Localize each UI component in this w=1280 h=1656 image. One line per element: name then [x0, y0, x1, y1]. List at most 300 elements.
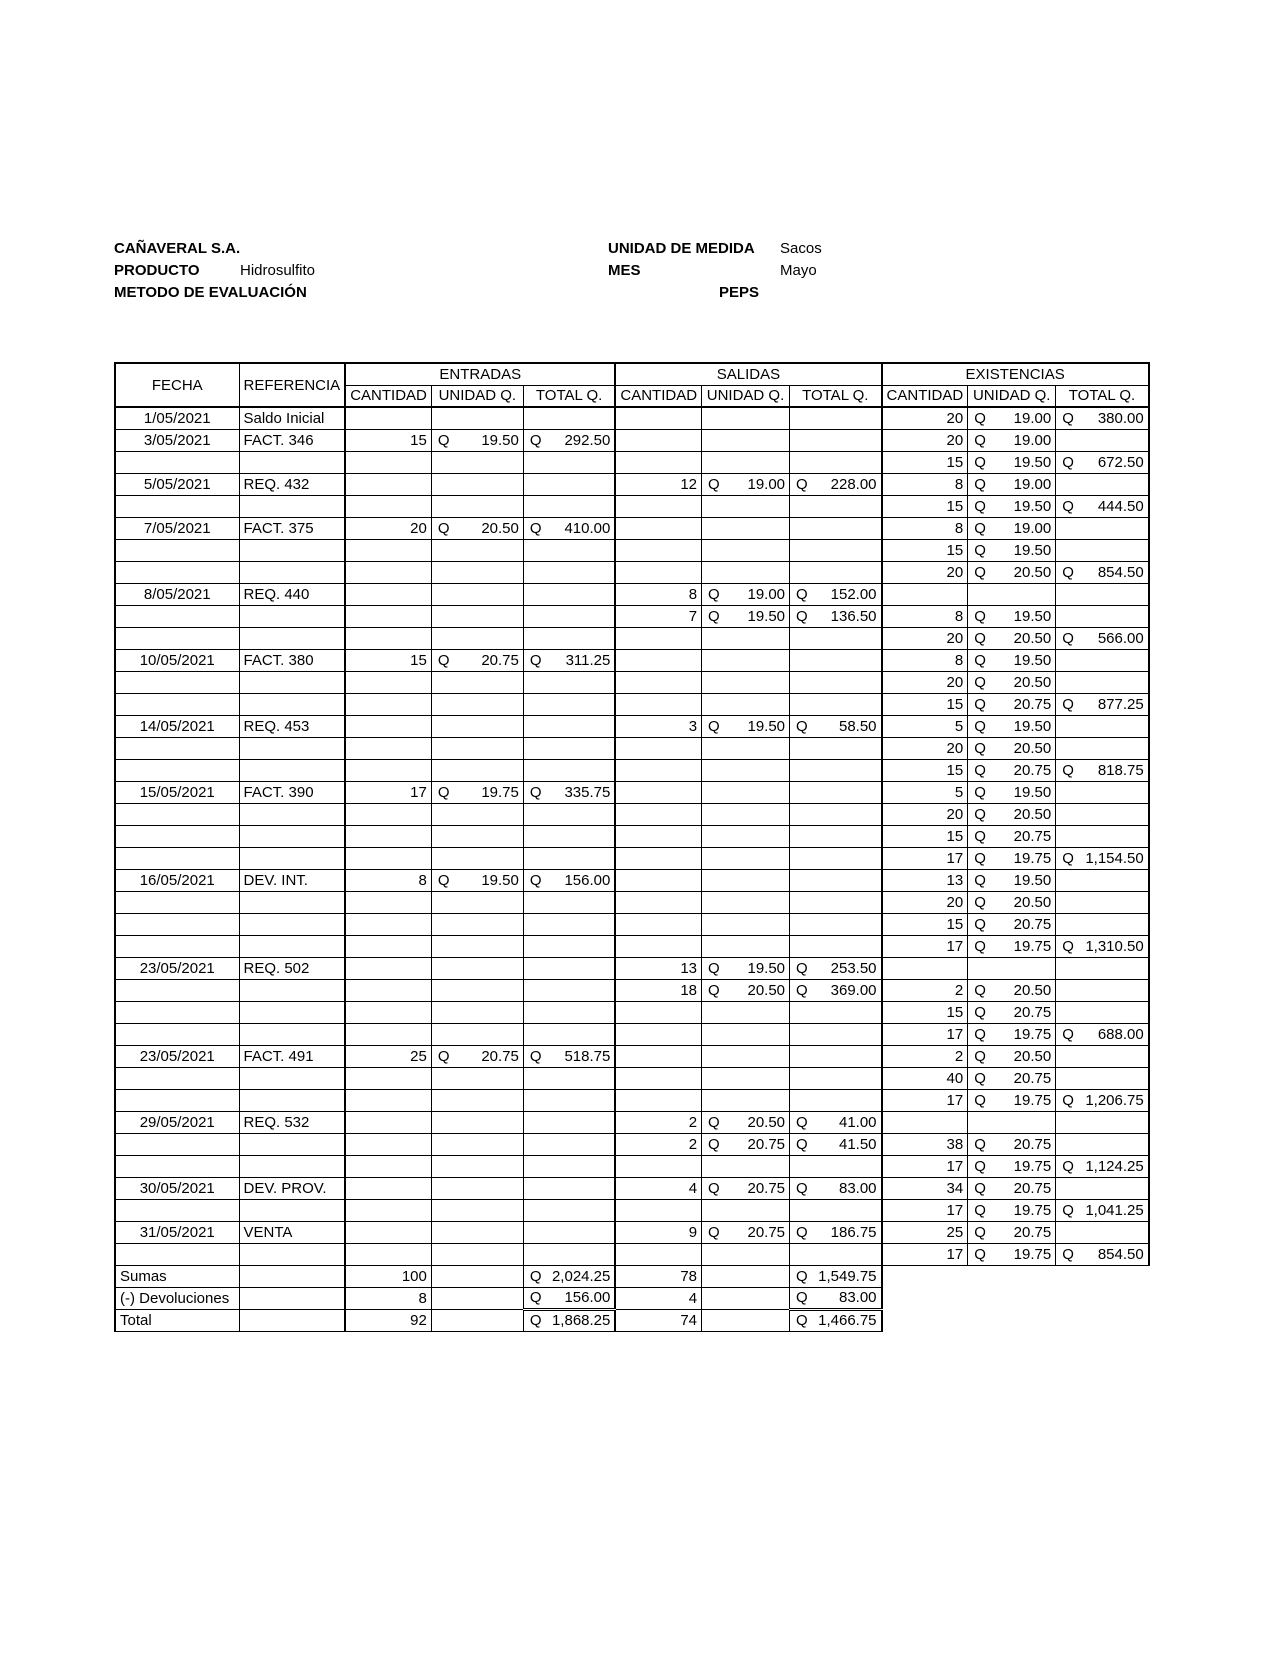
entradas-unidad-cell [431, 847, 523, 869]
amount-value: 152.00 [830, 585, 877, 603]
existencias-total-cell [1056, 429, 1149, 451]
salidas-cantidad-cell [615, 451, 701, 473]
salidas-cantidad-cell [615, 495, 701, 517]
salidas-total-cell [790, 693, 882, 715]
entradas-unidad-cell [431, 803, 523, 825]
existencias-unidad-cell [968, 1023, 1056, 1045]
table-row [115, 781, 1149, 803]
amount-value: 1,310.50 [1085, 937, 1144, 955]
existencias-total-cell [1056, 1243, 1149, 1265]
existencias-total-cell [1056, 737, 1149, 759]
amount-value: 854.50 [1097, 563, 1144, 581]
salidas-unidad-cell [702, 847, 790, 869]
currency-symbol: Q [974, 849, 986, 867]
sub-salidas-cantidad: CANTIDAD [615, 385, 701, 407]
amount-value: 444.50 [1097, 497, 1144, 515]
existencias-unidad-cell [968, 539, 1056, 561]
referencia-cell [239, 495, 345, 517]
amount-value: 20.50 [1013, 739, 1052, 757]
amount-value: 20.50 [1013, 805, 1052, 823]
currency-symbol: Q [974, 475, 986, 493]
salidas-unidad-cell [702, 869, 790, 891]
referencia-cell: FACT. 380 [239, 649, 345, 671]
fecha-cell [115, 1023, 239, 1045]
currency-symbol: Q [974, 1245, 986, 1263]
product-value: Hidrosulfito [240, 262, 316, 279]
referencia-cell [239, 759, 345, 781]
existencias-cantidad-cell: 17 [882, 1243, 968, 1265]
existencias-total-cell [1056, 495, 1149, 517]
entradas-unidad-cell [431, 605, 523, 627]
table-row [115, 715, 1149, 737]
currency-symbol: Q [974, 541, 986, 559]
existencias-unidad-cell [968, 891, 1056, 913]
table-row [115, 1089, 1149, 1111]
existencias-unidad-cell [968, 561, 1056, 583]
referencia-cell [239, 825, 345, 847]
entradas-total-cell [523, 1045, 615, 1067]
summary-body [115, 1265, 1149, 1331]
group-salidas: SALIDAS [615, 363, 881, 385]
amount-value: 19.50 [481, 871, 519, 889]
referencia-cell [239, 847, 345, 869]
empty-cell [431, 1309, 523, 1331]
existencias-total-cell [1056, 935, 1149, 957]
referencia-cell [239, 1133, 345, 1155]
amount-value: 20.50 [481, 519, 519, 537]
amount-value: 19.50 [481, 431, 519, 449]
existencias-cantidad-cell: 8 [882, 649, 968, 671]
unit-label: UNIDAD DE MEDIDA [608, 240, 755, 257]
entradas-cantidad-cell: 8 [345, 869, 431, 891]
existencias-cantidad-cell: 15 [882, 495, 968, 517]
salidas-unidad-cell [702, 429, 790, 451]
salidas-unidad-cell [702, 935, 790, 957]
existencias-total-cell [1056, 1001, 1149, 1023]
salidas-total-cell [790, 517, 882, 539]
existencias-cantidad-cell [882, 583, 968, 605]
currency-symbol: Q [1062, 1201, 1074, 1219]
currency-symbol: Q [1062, 695, 1074, 713]
entradas-unidad-cell [431, 979, 523, 1001]
summary-salidas-cantidad: 78 [615, 1265, 701, 1287]
entradas-unidad-cell [431, 693, 523, 715]
entradas-total-cell [523, 759, 615, 781]
table-row [115, 1243, 1149, 1265]
table-row [115, 1155, 1149, 1177]
fecha-cell [115, 825, 239, 847]
existencias-unidad-cell [968, 979, 1056, 1001]
salidas-cantidad-cell [615, 1023, 701, 1045]
table-row [115, 495, 1149, 517]
existencias-unidad-cell [968, 957, 1056, 979]
entradas-total-cell [523, 825, 615, 847]
existencias-cantidad-cell: 20 [882, 671, 968, 693]
salidas-cantidad-cell [615, 1001, 701, 1023]
existencias-total-cell [1056, 1133, 1149, 1155]
fecha-cell: 14/05/2021 [115, 715, 239, 737]
table-row [115, 649, 1149, 671]
existencias-cantidad-cell: 15 [882, 693, 968, 715]
fecha-cell: 23/05/2021 [115, 1045, 239, 1067]
referencia-cell [239, 1243, 345, 1265]
amount-value: 20.75 [1013, 1179, 1052, 1197]
salidas-cantidad-cell: 2 [615, 1133, 701, 1155]
amount-value: 20.75 [1013, 1223, 1052, 1241]
referencia-cell [239, 1089, 345, 1111]
group-entradas: ENTRADAS [345, 363, 615, 385]
fecha-cell [115, 693, 239, 715]
entradas-cantidad-cell [345, 1199, 431, 1221]
entradas-unidad-cell [431, 1001, 523, 1023]
currency-symbol: Q [974, 673, 986, 691]
entradas-cantidad-cell [345, 407, 431, 429]
sub-salidas-total: TOTAL Q. [790, 385, 882, 407]
entradas-total-cell [523, 407, 615, 429]
amount-value: 58.50 [838, 717, 877, 735]
salidas-total-cell [790, 583, 882, 605]
fecha-cell: 15/05/2021 [115, 781, 239, 803]
salidas-unidad-cell [702, 913, 790, 935]
salidas-unidad-cell [702, 957, 790, 979]
summary-entradas-cantidad: 92 [345, 1309, 431, 1331]
entradas-total-cell [523, 561, 615, 583]
amount-value: 20.75 [1013, 1069, 1052, 1087]
referencia-cell [239, 1199, 345, 1221]
existencias-cantidad-cell: 15 [882, 539, 968, 561]
entradas-total-cell [523, 1133, 615, 1155]
currency-symbol: Q [529, 1047, 542, 1065]
fecha-cell [115, 1089, 239, 1111]
existencias-unidad-cell [968, 1221, 1056, 1243]
entradas-cantidad-cell [345, 935, 431, 957]
existencias-cantidad-cell: 17 [882, 1199, 968, 1221]
amount-value: 20.75 [1013, 761, 1052, 779]
summary-row [115, 1287, 1149, 1309]
salidas-cantidad-cell: 2 [615, 1111, 701, 1133]
salidas-total-cell [790, 891, 882, 913]
entradas-unidad-cell [431, 869, 523, 891]
amount-value: 19.75 [1013, 849, 1052, 867]
entradas-total-cell [523, 891, 615, 913]
existencias-unidad-cell [968, 1133, 1056, 1155]
currency-symbol: Q [796, 981, 808, 999]
entradas-unidad-cell [431, 1243, 523, 1265]
entradas-unidad-cell [431, 1155, 523, 1177]
amount-value: 20.50 [1013, 563, 1052, 581]
entradas-cantidad-cell [345, 957, 431, 979]
existencias-unidad-cell [968, 1111, 1056, 1133]
salidas-cantidad-cell [615, 561, 701, 583]
referencia-cell [239, 1067, 345, 1089]
amount-value: 19.50 [747, 959, 786, 977]
existencias-unidad-cell [968, 869, 1056, 891]
entradas-unidad-cell [431, 561, 523, 583]
referencia-cell: REQ. 502 [239, 957, 345, 979]
existencias-unidad-cell [968, 1089, 1056, 1111]
entradas-total-cell [523, 583, 615, 605]
entradas-cantidad-cell [345, 671, 431, 693]
existencias-total-cell [1056, 1221, 1149, 1243]
table-row [115, 1177, 1149, 1199]
salidas-unidad-cell [702, 1243, 790, 1265]
entradas-cantidad-cell [345, 539, 431, 561]
table-row [115, 1199, 1149, 1221]
amount-value: 136.50 [830, 607, 877, 625]
amount-value: 83.00 [838, 1289, 877, 1306]
salidas-total-cell [790, 1243, 882, 1265]
amount-value: 20.75 [481, 651, 519, 669]
salidas-total-cell [790, 1067, 882, 1089]
salidas-unidad-cell [702, 473, 790, 495]
table-row [115, 1067, 1149, 1089]
entradas-cantidad-cell [345, 627, 431, 649]
amount-value: 877.25 [1097, 695, 1144, 713]
table-row [115, 473, 1149, 495]
table-row [115, 957, 1149, 979]
amount-value: 41.50 [838, 1135, 877, 1153]
existencias-cantidad-cell: 20 [882, 737, 968, 759]
amount-value: 19.00 [747, 585, 786, 603]
salidas-cantidad-cell [615, 935, 701, 957]
entradas-unidad-cell [431, 781, 523, 803]
table-row [115, 451, 1149, 473]
existencias-cantidad-cell [882, 957, 968, 979]
entradas-unidad-cell [431, 649, 523, 671]
amount-value: 518.75 [564, 1047, 611, 1065]
existencias-unidad-cell [968, 1067, 1056, 1089]
entradas-unidad-cell [431, 1111, 523, 1133]
amount-value: 19.50 [1013, 651, 1052, 669]
sub-existencias-cantidad: CANTIDAD [882, 385, 968, 407]
currency-symbol: Q [529, 519, 542, 537]
summary-salidas-cantidad: 4 [615, 1287, 701, 1309]
amount-value: 311.25 [565, 651, 611, 669]
entradas-unidad-cell [431, 891, 523, 913]
currency-symbol: Q [708, 717, 720, 735]
salidas-cantidad-cell: 7 [615, 605, 701, 627]
entradas-unidad-cell [431, 715, 523, 737]
table-row [115, 803, 1149, 825]
entradas-total-cell [523, 627, 615, 649]
salidas-unidad-cell [702, 1155, 790, 1177]
amount-value: 19.00 [1013, 409, 1052, 427]
salidas-total-cell [790, 495, 882, 517]
amount-value: 19.75 [1013, 1157, 1052, 1175]
amount-value: 1,154.50 [1085, 849, 1144, 867]
currency-symbol: Q [437, 519, 450, 537]
amount-value: 335.75 [564, 783, 611, 801]
salidas-total-cell [790, 1045, 882, 1067]
fecha-cell [115, 1155, 239, 1177]
entradas-unidad-cell [431, 1067, 523, 1089]
amount-value: 292.50 [564, 431, 611, 449]
existencias-unidad-cell [968, 627, 1056, 649]
salidas-total-cell [790, 913, 882, 935]
salidas-total-cell [790, 605, 882, 627]
currency-symbol: Q [974, 651, 986, 669]
existencias-unidad-cell [968, 517, 1056, 539]
currency-symbol: Q [974, 893, 986, 911]
sub-entradas-unidad: UNIDAD Q. [431, 385, 523, 407]
referencia-cell [239, 1155, 345, 1177]
referencia-cell [239, 539, 345, 561]
fecha-cell [115, 539, 239, 561]
entradas-total-cell [523, 1177, 615, 1199]
fecha-cell [115, 1243, 239, 1265]
existencias-total-cell [1056, 781, 1149, 803]
entradas-unidad-cell [431, 1133, 523, 1155]
existencias-cantidad-cell [882, 1111, 968, 1133]
empty-cell [239, 1287, 345, 1309]
entradas-cantidad-cell [345, 693, 431, 715]
entradas-total-cell [523, 781, 615, 803]
existencias-total-cell [1056, 715, 1149, 737]
referencia-cell: Saldo Inicial [239, 407, 345, 429]
existencias-unidad-cell [968, 583, 1056, 605]
fecha-cell: 16/05/2021 [115, 869, 239, 891]
existencias-total-cell [1056, 825, 1149, 847]
existencias-cantidad-cell: 5 [882, 781, 968, 803]
existencias-total-cell [1056, 473, 1149, 495]
entradas-total-cell [523, 957, 615, 979]
table-row [115, 759, 1149, 781]
currency-symbol: Q [708, 1113, 720, 1131]
amount-value: 20.75 [1013, 695, 1052, 713]
table-row [115, 1133, 1149, 1155]
currency-symbol: Q [1062, 453, 1074, 471]
fecha-cell [115, 891, 239, 913]
existencias-total-cell [1056, 517, 1149, 539]
entradas-cantidad-cell [345, 1133, 431, 1155]
fecha-cell: 30/05/2021 [115, 1177, 239, 1199]
amount-value: 19.00 [1013, 431, 1052, 449]
existencias-cantidad-cell: 17 [882, 847, 968, 869]
amount-value: 19.75 [1013, 937, 1052, 955]
existencias-cantidad-cell: 2 [882, 1045, 968, 1067]
currency-symbol: Q [974, 1179, 986, 1197]
currency-symbol: Q [974, 915, 986, 933]
fecha-cell [115, 627, 239, 649]
salidas-unidad-cell [702, 583, 790, 605]
existencias-total-cell [1056, 847, 1149, 869]
salidas-total-cell [790, 715, 882, 737]
currency-symbol: Q [529, 871, 542, 889]
existencias-total-cell [1056, 913, 1149, 935]
amount-value: 19.50 [747, 607, 786, 625]
entradas-unidad-cell [431, 583, 523, 605]
salidas-total-cell [790, 539, 882, 561]
currency-symbol: Q [796, 1267, 808, 1285]
entradas-total-cell [523, 451, 615, 473]
inventory-ledger-table [114, 362, 1150, 1332]
salidas-unidad-cell [702, 1023, 790, 1045]
existencias-total-cell [1056, 979, 1149, 1001]
entradas-unidad-cell [431, 1177, 523, 1199]
amount-value: 20.50 [1013, 629, 1052, 647]
currency-symbol: Q [708, 959, 720, 977]
currency-symbol: Q [708, 1179, 720, 1197]
amount-value: 228.00 [830, 475, 877, 493]
amount-value: 19.50 [1013, 541, 1052, 559]
entradas-unidad-cell [431, 913, 523, 935]
currency-symbol: Q [974, 761, 986, 779]
currency-symbol: Q [1062, 937, 1074, 955]
salidas-unidad-cell [702, 561, 790, 583]
summary-label: Sumas [115, 1265, 239, 1287]
currency-symbol: Q [974, 783, 986, 801]
salidas-cantidad-cell [615, 1045, 701, 1067]
currency-symbol: Q [974, 1025, 986, 1043]
entradas-cantidad-cell [345, 737, 431, 759]
fecha-cell: 5/05/2021 [115, 473, 239, 495]
salidas-unidad-cell [702, 495, 790, 517]
currency-symbol: Q [1062, 1245, 1074, 1263]
existencias-total-cell [1056, 451, 1149, 473]
existencias-total-cell [1056, 671, 1149, 693]
amount-value: 19.50 [1013, 453, 1052, 471]
fecha-cell [115, 979, 239, 1001]
amount-value: 1,466.75 [818, 1312, 877, 1329]
existencias-total-cell [1056, 891, 1149, 913]
existencias-unidad-cell [968, 429, 1056, 451]
referencia-cell [239, 605, 345, 627]
existencias-cantidad-cell: 20 [882, 407, 968, 429]
amount-value: 854.50 [1097, 1245, 1144, 1263]
sub-entradas-total: TOTAL Q. [523, 385, 615, 407]
currency-symbol: Q [974, 497, 986, 515]
table-row [115, 671, 1149, 693]
unit-value: Sacos [780, 240, 822, 257]
currency-symbol: Q [796, 1223, 808, 1241]
currency-symbol: Q [974, 695, 986, 713]
entradas-cantidad-cell [345, 1089, 431, 1111]
salidas-total-cell [790, 1023, 882, 1045]
sub-salidas-unidad: UNIDAD Q. [702, 385, 790, 407]
entradas-cantidad-cell [345, 759, 431, 781]
fecha-cell: 1/05/2021 [115, 407, 239, 429]
entradas-cantidad-cell [345, 473, 431, 495]
existencias-total-cell [1056, 693, 1149, 715]
table-row [115, 583, 1149, 605]
entradas-total-cell [523, 913, 615, 935]
amount-value: 20.75 [1013, 827, 1052, 845]
entradas-unidad-cell [431, 627, 523, 649]
amount-value: 19.50 [1013, 497, 1052, 515]
entradas-unidad-cell [431, 451, 523, 473]
currency-symbol: Q [796, 1113, 808, 1131]
amount-value: 369.00 [830, 981, 877, 999]
table-row [115, 605, 1149, 627]
entradas-cantidad-cell [345, 1067, 431, 1089]
currency-symbol: Q [708, 981, 720, 999]
existencias-cantidad-cell: 8 [882, 473, 968, 495]
existencias-unidad-cell [968, 1155, 1056, 1177]
existencias-cantidad-cell: 34 [882, 1177, 968, 1199]
salidas-total-cell [790, 1111, 882, 1133]
currency-symbol: Q [796, 1289, 808, 1306]
salidas-unidad-cell [702, 627, 790, 649]
amount-value: 19.50 [1013, 717, 1052, 735]
entradas-cantidad-cell [345, 715, 431, 737]
fecha-cell [115, 1001, 239, 1023]
salidas-total-cell [790, 627, 882, 649]
amount-value: 41.00 [838, 1113, 877, 1131]
existencias-total-cell [1056, 1177, 1149, 1199]
table-row [115, 825, 1149, 847]
currency-symbol: Q [1062, 563, 1074, 581]
salidas-cantidad-cell: 9 [615, 1221, 701, 1243]
